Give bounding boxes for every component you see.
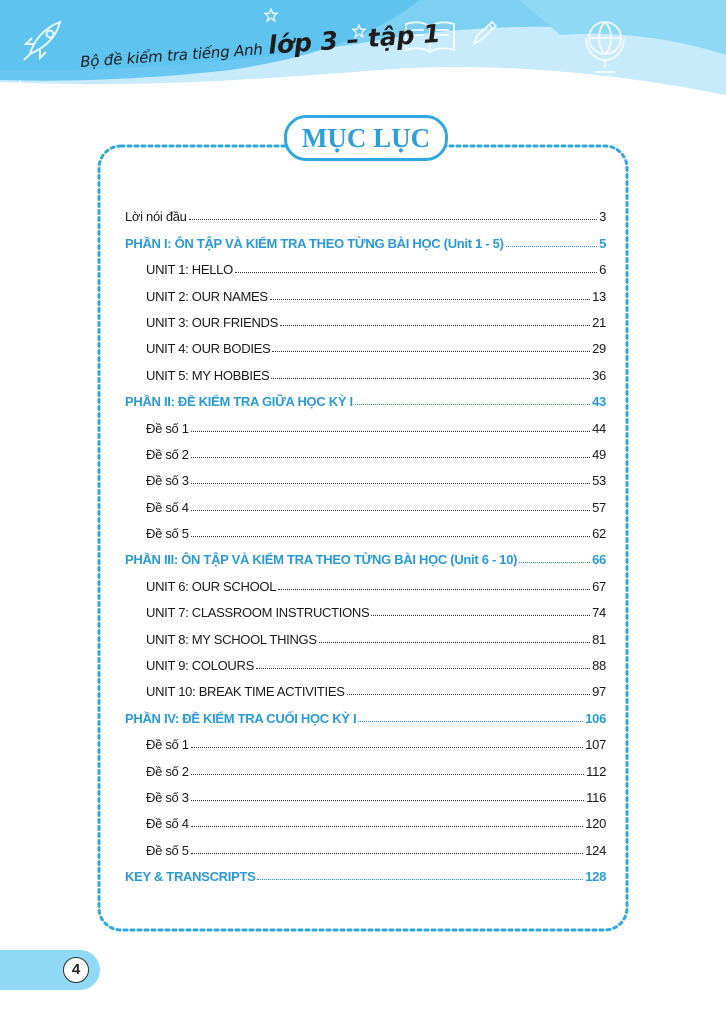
pencil-icon	[470, 18, 500, 48]
toc-entry-label: UNIT 1: HELLO	[146, 262, 233, 278]
toc-heading: MỤC LỤC	[284, 115, 448, 161]
dot-leader	[257, 879, 583, 880]
dot-leader	[355, 404, 590, 405]
toc-entry-label: PHẦN I: ÔN TẬP VÀ KIỂM TRA THEO TỪNG BÀI HỌC (Unit 1 - 5)	[125, 235, 504, 251]
toc-entry-page: 53	[592, 473, 606, 489]
toc-entry[interactable]	[125, 252, 606, 278]
globe-icon	[580, 12, 630, 78]
toc-entry-label: UNIT 2: OUR NAMES	[146, 288, 268, 304]
dot-leader	[256, 668, 590, 669]
toc-entry-label: Lời nói đầu	[125, 209, 187, 225]
toc-entry-page: 106	[585, 710, 606, 726]
toc-entry[interactable]	[125, 278, 606, 304]
dot-leader	[358, 721, 583, 722]
toc-entry[interactable]	[125, 595, 606, 621]
toc-entry-page: 29	[592, 341, 606, 357]
toc-entry-page: 81	[592, 631, 606, 647]
star-icon	[264, 8, 278, 22]
toc-entry[interactable]	[125, 806, 606, 832]
dot-leader	[235, 272, 597, 273]
toc-entry-label: PHẦN IV: ĐỀ KIỂM TRA CUỐI HỌC KỲ I	[125, 710, 357, 726]
toc-entry-page: 124	[585, 842, 606, 858]
toc-entry-page: 5	[599, 235, 606, 251]
toc-entry-page: 49	[592, 446, 606, 462]
toc-entry[interactable]	[125, 489, 606, 515]
toc-entry-label: Đề số 5	[146, 526, 189, 542]
toc-entry-page: 107	[585, 737, 606, 753]
toc-entry[interactable]	[125, 674, 606, 700]
toc-entry-label: Đề số 3	[146, 473, 189, 489]
toc-entry-page: 128	[585, 869, 606, 885]
dot-leader	[319, 642, 590, 643]
dot-leader	[191, 800, 584, 801]
toc-entry-label: KEY & TRANSCRIPTS	[125, 869, 256, 885]
toc-entry[interactable]	[125, 780, 606, 806]
toc-entry[interactable]	[125, 568, 606, 594]
dot-leader	[191, 457, 590, 458]
dot-leader	[191, 431, 590, 432]
dot-leader	[191, 826, 584, 827]
toc-entry[interactable]	[125, 832, 606, 858]
series-title: Bộ đề kiểm tra tiếng Anh	[79, 40, 264, 71]
dot-leader	[191, 747, 584, 748]
toc-entry[interactable]	[125, 331, 606, 357]
toc-entry[interactable]	[125, 463, 606, 489]
toc-entry[interactable]	[125, 648, 606, 674]
dot-leader	[191, 536, 590, 537]
toc-entry-label: UNIT 6: OUR SCHOOL	[146, 578, 277, 594]
toc-part-entry[interactable]	[125, 700, 606, 726]
toc-entry-page: 21	[592, 314, 606, 330]
toc-entry-page: 67	[592, 578, 606, 594]
toc-entry[interactable]	[125, 199, 606, 225]
dot-leader	[191, 510, 590, 511]
toc-entry[interactable]	[125, 437, 606, 463]
toc-entry-label: UNIT 7: CLASSROOM INSTRUCTIONS	[146, 605, 370, 621]
toc-entry-label: Đề số 2	[146, 446, 189, 462]
toc-entry-page: 112	[586, 763, 606, 779]
toc-entry-page: 74	[592, 605, 606, 621]
dot-leader	[191, 483, 590, 484]
toc-entry-page: 120	[585, 816, 606, 832]
dot-leader	[371, 615, 590, 616]
grade-volume: lớp 3 – tập 1	[267, 18, 442, 60]
table-of-contents	[125, 199, 606, 885]
toc-entry[interactable]	[125, 305, 606, 331]
toc-entry-page: 13	[592, 288, 606, 304]
dot-leader	[506, 246, 597, 247]
dot-leader	[191, 774, 584, 775]
dot-leader	[280, 325, 590, 326]
toc-entry-label: UNIT 5: MY HOBBIES	[146, 367, 270, 383]
toc-entry-label: Đề số 4	[146, 499, 189, 515]
toc-entry-label: Đề số 1	[146, 420, 189, 436]
dot-leader	[271, 378, 590, 379]
toc-entry[interactable]	[125, 410, 606, 436]
toc-entry-label: Đề số 3	[146, 789, 189, 805]
toc-entry-page: 43	[592, 394, 606, 410]
dot-leader	[278, 589, 590, 590]
toc-entry-page: 36	[592, 367, 606, 383]
toc-entry-page: 97	[592, 684, 606, 700]
page-number: 4	[63, 957, 89, 983]
toc-entry-page: 44	[592, 420, 606, 436]
dot-leader	[189, 219, 597, 220]
toc-entry-label: UNIT 4: OUR BODIES	[146, 341, 271, 357]
toc-entry-label: UNIT 10: BREAK TIME ACTIVITIES	[146, 684, 345, 700]
toc-part-entry[interactable]	[125, 859, 606, 885]
dot-leader	[270, 299, 590, 300]
dot-leader	[191, 853, 584, 854]
toc-entry[interactable]	[125, 621, 606, 647]
toc-part-entry[interactable]	[125, 225, 606, 251]
toc-entry-page: 88	[592, 658, 606, 674]
toc-part-entry[interactable]	[125, 542, 606, 568]
rocket-icon	[20, 14, 70, 64]
toc-entry-label: Đề số 2	[146, 763, 189, 779]
toc-entry-label: Đề số 5	[146, 842, 189, 858]
toc-entry-page: 116	[586, 789, 606, 805]
toc-entry-label: Đề số 1	[146, 737, 189, 753]
toc-entry[interactable]	[125, 727, 606, 753]
toc-entry-label: UNIT 9: COLOURS	[146, 658, 254, 674]
toc-entry-page: 66	[592, 552, 606, 568]
toc-entry-label: Đề số 4	[146, 816, 189, 832]
dot-leader	[519, 562, 590, 563]
toc-part-entry[interactable]	[125, 384, 606, 410]
toc-entry-label: PHẦN II: ĐỀ KIỂM TRA GIỮA HỌC KỲ I	[125, 394, 353, 410]
toc-entry-label: UNIT 8: MY SCHOOL THINGS	[146, 631, 317, 647]
toc-entry-page: 3	[599, 209, 606, 225]
dot-leader	[347, 694, 591, 695]
toc-entry-page: 6	[599, 262, 606, 278]
toc-entry-label: PHẦN III: ÔN TẬP VÀ KIỂM TRA THEO TỪNG BÀI HỌC (Unit 6 - 10)	[125, 552, 518, 568]
toc-entry[interactable]	[125, 357, 606, 383]
toc-entry-page: 57	[592, 499, 606, 515]
toc-entry-label: UNIT 3: OUR FRIENDS	[146, 314, 279, 330]
dot-leader	[272, 351, 590, 352]
toc-entry[interactable]	[125, 516, 606, 542]
toc-entry-page: 62	[592, 526, 606, 542]
star-icon	[12, 80, 28, 96]
toc-entry[interactable]	[125, 753, 606, 779]
